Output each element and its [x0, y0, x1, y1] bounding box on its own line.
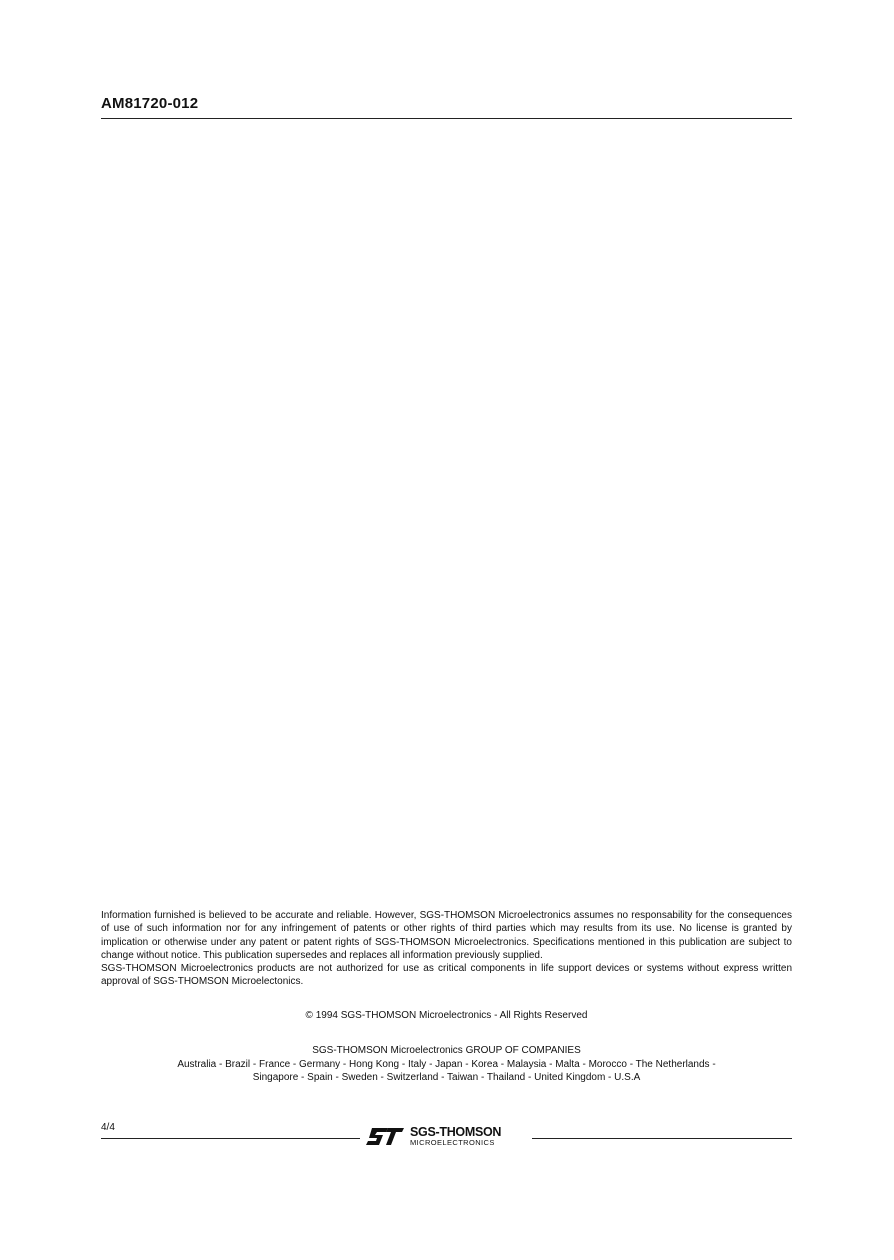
copyright-notice: © 1994 SGS-THOMSON Microelectronics - All Rights Reserved: [305, 1010, 588, 1021]
footer-rule-right: [532, 1138, 792, 1139]
company-logo: [366, 1124, 526, 1150]
disclaimer-paragraph-2: SGS-THOMSON Microelectronics products are not authorized for use as critical components in life support devices or systems without express written approval of SGS-THOMSON Microelectonics.: [101, 963, 792, 988]
logo-subtitle: MICROELECTRONICS: [410, 1138, 495, 1147]
countries-line-1: Australia - Brazil - France - Germany - Hong Kong - Italy - Japan - Korea - Malaysia - Malta - Morocco - The Netherlands -: [177, 1058, 716, 1070]
countries-line-2: Singapore - Spain - Sweden - Switzerland - Taiwan - Thailand - United Kingdom - U.S.A: [252, 1072, 641, 1083]
legal-disclaimer: [101, 909, 792, 989]
group-of-companies: [101, 1044, 792, 1085]
logo-company-name: SGS-THOMSON: [410, 1125, 502, 1139]
document-id: AM81720-012: [101, 95, 199, 112]
st-logo-icon: [366, 1126, 406, 1148]
footer-rule-left: [101, 1138, 360, 1139]
disclaimer-paragraph-1: Information furnished is believed to be accurate and reliable. However, SGS-THOMSON Microelectronics assumes no responsability for the consequences of use of such information nor for any infringement of patents or other rights of third parties which may results from its use. No license is granted by implication or otherwise under any patent or patent rights of SGS-THOMSON Microelectronics. Specifications mentioned in this publication are subject to change without notice. This publication supersedes and replaces all information previously supplied.: [101, 910, 792, 961]
page-header: [101, 94, 792, 119]
page-number: 4/4: [101, 1122, 115, 1133]
group-title: SGS-THOMSON Microelectronics GROUP OF COMPANIES: [312, 1045, 581, 1056]
